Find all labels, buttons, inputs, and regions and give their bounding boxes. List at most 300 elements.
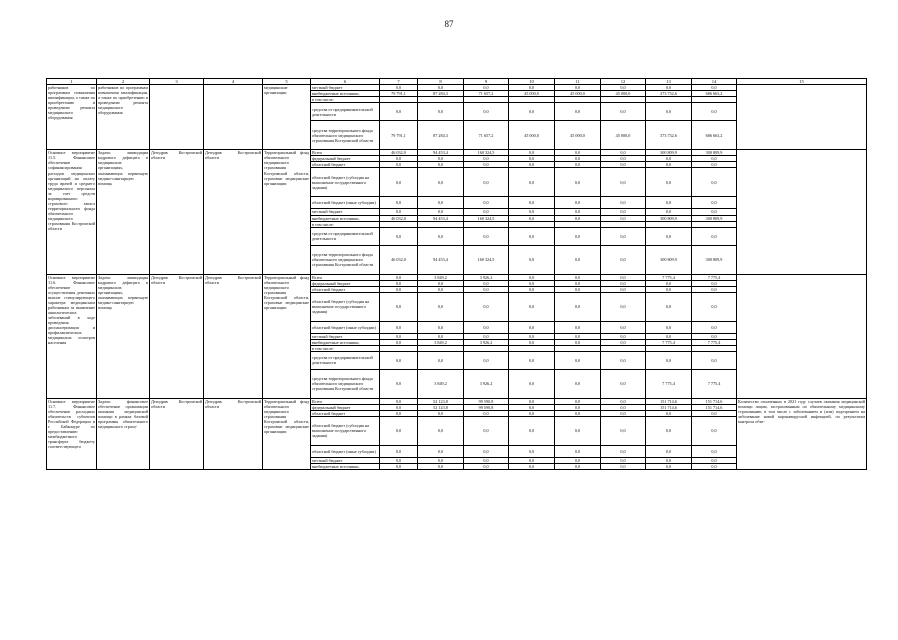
funding-source-cell: в том числе: <box>311 345 380 351</box>
amount-cell: 0,0 <box>692 333 737 339</box>
amount-cell: 0,0 <box>555 404 601 410</box>
funding-source-cell: Всего <box>311 150 380 156</box>
amount-cell: 0,0 <box>380 162 418 168</box>
executor-cell: Депздрав Костромской области <box>150 398 204 469</box>
funding-source-cell: средства от предпринимательской деятельности <box>311 103 380 121</box>
amount-cell: 0,0 <box>555 162 601 168</box>
executor-cell <box>150 85 204 150</box>
executor-cell: Депздрав Костромской области <box>150 150 204 274</box>
task-cell: работников по программам повышения квалификации, а также по приобретению и проведению ремонта медицинского оборудования <box>97 85 150 150</box>
amount-cell: 0,0 <box>646 209 692 215</box>
task-cell: Задача: ликвидация кадрового дефицита в медицинских организациях, оказывающих первичную медико-санитарную помощь <box>97 274 150 398</box>
column-header: 10 <box>509 79 555 85</box>
funding-source-cell: внебюджетные источники, <box>311 215 380 221</box>
task-cell: Задача: ликвидация кадрового дефицита в медицинских организациях, оказывающих первичную медико-санитарную помощь <box>97 150 150 274</box>
funding-source-cell: средства от предпринимательской деятельности <box>311 351 380 369</box>
amount-cell: 0,0 <box>646 162 692 168</box>
amount-cell: 0,0 <box>601 162 646 168</box>
amount-cell: 0,0 <box>601 445 646 457</box>
amount-cell: 0,0 <box>646 286 692 292</box>
funding-source-cell: местный бюджет <box>311 85 380 91</box>
funding-source-cell: федеральный бюджет <box>311 404 380 410</box>
amount-cell: 686 663,2 <box>692 91 737 97</box>
funding-source-cell: Всего <box>311 398 380 404</box>
amount-cell: 0,0 <box>380 103 418 121</box>
amount-cell: 0,0 <box>509 150 555 156</box>
amount-cell: 0,0 <box>418 209 464 215</box>
amount-cell: 0,0 <box>646 156 692 162</box>
amount-cell: 151 714,6 <box>646 404 692 410</box>
amount-cell: 0,0 <box>380 463 418 469</box>
amount-cell: 0,0 <box>418 457 464 463</box>
amount-cell: 7 775,4 <box>646 339 692 345</box>
page-number: 87 <box>444 19 454 29</box>
funding-source-cell: местный бюджет <box>311 457 380 463</box>
coexecutor-cell: Депздрав Костромской области <box>204 274 263 398</box>
amount-cell: 0,0 <box>601 292 646 321</box>
amount-cell: 0,0 <box>646 351 692 369</box>
amount-cell: 0,0 <box>509 445 555 457</box>
amount-cell: 3 849,2 <box>418 339 464 345</box>
amount-cell: 7 775,4 <box>646 369 692 398</box>
amount-cell: 0,0 <box>555 245 601 274</box>
amount-cell: 0,0 <box>601 168 646 197</box>
amount-cell: 0,0 <box>464 227 509 245</box>
amount-cell: 0,0 <box>464 445 509 457</box>
amount-cell: 0,0 <box>509 333 555 339</box>
amount-cell: 0,0 <box>509 369 555 398</box>
amount-cell: 0,0 <box>555 168 601 197</box>
funding-source-cell: областной бюджет (иные субсидии) <box>311 445 380 457</box>
amount-cell: 45 000,0 <box>509 121 555 150</box>
amount-cell: 0,0 <box>601 156 646 162</box>
amount-cell: 0,0 <box>692 410 737 416</box>
amount-cell: 0,0 <box>555 398 601 404</box>
amount-cell: 0,0 <box>555 85 601 91</box>
amount-cell: 0,0 <box>646 103 692 121</box>
amount-cell: 0,0 <box>692 197 737 209</box>
amount-cell: 0,0 <box>464 410 509 416</box>
amount-cell: 99 590,8 <box>464 404 509 410</box>
amount-cell: 0,0 <box>555 274 601 280</box>
amount-cell: 46 032,0 <box>380 150 418 156</box>
amount-cell: 0,0 <box>601 416 646 445</box>
amount-cell: 3 849,2 <box>418 369 464 398</box>
amount-cell: 71 657,2 <box>464 91 509 97</box>
amount-cell: 0,0 <box>509 339 555 345</box>
funding-source-cell: федеральный бюджет <box>311 156 380 162</box>
funding-source-cell: в том числе: <box>311 221 380 227</box>
amount-cell: 0,0 <box>418 197 464 209</box>
amount-cell: 0,0 <box>509 280 555 286</box>
amount-cell: 0,0 <box>555 103 601 121</box>
amount-cell: 0,0 <box>418 321 464 333</box>
amount-cell: 0,0 <box>646 321 692 333</box>
amount-cell: 7 775,4 <box>692 274 737 280</box>
amount-cell: 0,0 <box>601 333 646 339</box>
amount-cell: 0,0 <box>380 292 418 321</box>
amount-cell: 0,0 <box>380 286 418 292</box>
amount-cell: 0,0 <box>692 416 737 445</box>
amount-cell: 0,0 <box>509 410 555 416</box>
amount-cell: 0,0 <box>646 416 692 445</box>
amount-cell: 300 809,9 <box>692 245 737 274</box>
amount-cell: 0,0 <box>380 339 418 345</box>
amount-cell: 0,0 <box>646 463 692 469</box>
amount-cell: 0,0 <box>464 463 509 469</box>
amount-cell: 0,0 <box>601 369 646 398</box>
amount-cell: 0,0 <box>464 85 509 91</box>
amount-cell: 45 000,0 <box>555 121 601 150</box>
amount-cell: 0,0 <box>601 215 646 221</box>
amount-cell: 0,0 <box>418 333 464 339</box>
activity-cell: Основное мероприятие 11.5. Финансовое обеспечение софинансирования расходов медицинских организаций на оплату труда врачей и среднего медицинского персонала за счет средств нормированного страхового запаса территориального фонда обязательного медицинского страхования Костромской области <box>47 150 97 274</box>
amount-cell: 0,0 <box>380 197 418 209</box>
column-header: 7 <box>380 79 418 85</box>
column-header: 1 <box>47 79 97 85</box>
amount-cell: 0,0 <box>646 280 692 286</box>
amount-cell: 0,0 <box>418 286 464 292</box>
amount-cell: 0,0 <box>509 398 555 404</box>
amount-cell: 3 926,2 <box>464 339 509 345</box>
amount-cell: 0,0 <box>601 404 646 410</box>
amount-cell: 0,0 <box>555 197 601 209</box>
funding-source-cell: местный бюджет <box>311 333 380 339</box>
funding-source-cell: средства территориального фонда обязательного медицинского страхования Костромской области <box>311 245 380 274</box>
amount-cell: 0,0 <box>555 457 601 463</box>
amount-cell: 0,0 <box>646 85 692 91</box>
amount-cell: 0,0 <box>418 85 464 91</box>
amount-cell: 0,0 <box>418 416 464 445</box>
amount-cell: 0,0 <box>380 209 418 215</box>
financing-table <box>46 78 867 470</box>
amount-cell: 0,0 <box>646 333 692 339</box>
column-header: 12 <box>601 79 646 85</box>
amount-cell: 0,0 <box>380 85 418 91</box>
amount-cell: 0,0 <box>509 227 555 245</box>
amount-cell: 0,0 <box>418 156 464 162</box>
amount-cell: 0,0 <box>509 168 555 197</box>
amount-cell: 0,0 <box>509 162 555 168</box>
amount-cell: 0,0 <box>601 410 646 416</box>
amount-cell: 0,0 <box>380 280 418 286</box>
column-header: 13 <box>646 79 692 85</box>
executor-cell: Депздрав Костромской области <box>150 274 204 398</box>
amount-cell: 0,0 <box>646 227 692 245</box>
amount-cell: 0,0 <box>464 457 509 463</box>
funding-source-cell: в том числе: <box>311 97 380 103</box>
coexecutor-cell <box>204 85 263 150</box>
amount-cell: 0,0 <box>418 227 464 245</box>
amount-cell: 0,0 <box>380 410 418 416</box>
amount-cell: 99 590,8 <box>464 398 509 404</box>
amount-cell: 0,0 <box>418 410 464 416</box>
amount-cell: 0,0 <box>646 292 692 321</box>
amount-cell: 0,0 <box>646 445 692 457</box>
amount-cell: 0,0 <box>464 333 509 339</box>
amount-cell: 0,0 <box>418 445 464 457</box>
funding-source-cell: областной бюджет (субсидия на выполнение государственного задания) <box>311 168 380 197</box>
amount-cell: 0,0 <box>555 410 601 416</box>
amount-cell: 0,0 <box>464 351 509 369</box>
amount-cell: 0,0 <box>601 209 646 215</box>
column-header: 2 <box>97 79 150 85</box>
amount-cell: 0,0 <box>380 445 418 457</box>
column-header: 14 <box>692 79 737 85</box>
amount-cell: 300 809,9 <box>646 215 692 221</box>
result-note-cell: Количество оплаченных в 2021 году случаев оказания медицинской помощи лицам, застрахованным по обязательному медицинскому страхованию, в том числе с заболеванием и (или) подозрением на заболевание новой коронавирусной инфекцией, по результатам контроля объе- <box>737 398 867 469</box>
recipient-cell: Территориальный фонд обязательного медицинского страхования Костромской области, страховые медицинские организации <box>263 150 311 274</box>
amount-cell: 0,0 <box>601 85 646 91</box>
amount-cell: 0,0 <box>380 416 418 445</box>
amount-cell: 0,0 <box>509 245 555 274</box>
amount-cell: 3 849,2 <box>418 274 464 280</box>
amount-cell: 0,0 <box>692 286 737 292</box>
amount-cell: 0,0 <box>555 339 601 345</box>
amount-cell: 0,0 <box>464 162 509 168</box>
funding-source-cell: областной бюджет (иные субсидии) <box>311 321 380 333</box>
amount-cell: 0,0 <box>509 209 555 215</box>
coexecutor-cell: Депздрав Костромской области <box>204 398 263 469</box>
amount-cell: 87 284,3 <box>418 91 464 97</box>
amount-cell: 151 714,6 <box>692 398 737 404</box>
amount-cell: 0,0 <box>509 85 555 91</box>
coexecutor-cell: Депздрав Костромской области <box>204 150 263 274</box>
amount-cell: 0,0 <box>601 245 646 274</box>
amount-cell: 0,0 <box>509 292 555 321</box>
amount-cell: 7 775,4 <box>692 339 737 345</box>
amount-cell: 0,0 <box>380 168 418 197</box>
funding-source-cell: местный бюджет <box>311 209 380 215</box>
amount-cell: 0,0 <box>555 416 601 445</box>
amount-cell: 0,0 <box>380 351 418 369</box>
amount-cell: 300 809,9 <box>692 215 737 221</box>
amount-cell: 300 809,9 <box>646 245 692 274</box>
funding-source-cell: средства территориального фонда обязательного медицинского страхования Костромской области <box>311 121 380 150</box>
amount-cell: 0,0 <box>509 351 555 369</box>
amount-cell: 0,0 <box>601 227 646 245</box>
amount-cell: 45 000,0 <box>601 91 646 97</box>
column-header: 6 <box>311 79 380 85</box>
amount-cell: 0,0 <box>509 197 555 209</box>
amount-cell: 0,0 <box>692 168 737 197</box>
amount-cell: 0,0 <box>464 197 509 209</box>
amount-cell: 0,0 <box>692 209 737 215</box>
amount-cell: 94 453,4 <box>418 215 464 221</box>
amount-cell: 45 000,0 <box>601 121 646 150</box>
amount-cell: 94 453,4 <box>418 245 464 274</box>
amount-cell: 46 032,0 <box>380 245 418 274</box>
amount-cell: 0,0 <box>601 280 646 286</box>
column-header: 11 <box>555 79 601 85</box>
amount-cell: 0,0 <box>646 457 692 463</box>
amount-cell: 0,0 <box>555 321 601 333</box>
amount-cell: 151 714,6 <box>692 404 737 410</box>
funding-source-cell: средства территориального фонда обязательного медицинского страхования Костромской области <box>311 369 380 398</box>
funding-source-cell: Всего <box>311 274 380 280</box>
amount-cell: 373 732,6 <box>646 121 692 150</box>
amount-cell: 0,0 <box>555 286 601 292</box>
amount-cell: 0,0 <box>380 321 418 333</box>
amount-cell: 0,0 <box>509 103 555 121</box>
amount-cell: 0,0 <box>692 280 737 286</box>
funding-source-cell: областной бюджет (субсидия на выполнение государственного задания) <box>311 416 380 445</box>
amount-cell: 79 791,1 <box>380 91 418 97</box>
amount-cell: 0,0 <box>692 463 737 469</box>
amount-cell: 0,0 <box>555 209 601 215</box>
amount-cell: 0,0 <box>692 457 737 463</box>
amount-cell: 300 809,9 <box>646 150 692 156</box>
amount-cell: 0,0 <box>692 85 737 91</box>
amount-cell: 0,0 <box>418 168 464 197</box>
amount-cell: 0,0 <box>380 156 418 162</box>
amount-cell: 0,0 <box>464 416 509 445</box>
recipient-cell: медицинские организации <box>263 85 311 150</box>
amount-cell: 3 926,2 <box>464 369 509 398</box>
recipient-cell: Территориальный фонд обязательного медицинского страхования Костромской области, страховые медицинские организации <box>263 398 311 469</box>
amount-cell: 0,0 <box>601 463 646 469</box>
amount-cell: 0,0 <box>418 292 464 321</box>
amount-cell: 0,0 <box>464 168 509 197</box>
column-header: 5 <box>263 79 311 85</box>
amount-cell: 0,0 <box>509 457 555 463</box>
amount-cell: 373 732,6 <box>646 91 692 97</box>
funding-source-cell: средства от предпринимательской деятельности <box>311 227 380 245</box>
amount-cell: 0,0 <box>555 463 601 469</box>
amount-cell: 686 663,2 <box>692 121 737 150</box>
amount-cell: 0,0 <box>601 150 646 156</box>
amount-cell: 0,0 <box>464 321 509 333</box>
funding-source-cell: внебюджетные источники, <box>311 463 380 469</box>
amount-cell: 0,0 <box>601 339 646 345</box>
funding-source-cell: областной бюджет (субсидия на выполнение государственного задания) <box>311 292 380 321</box>
amount-cell: 0,0 <box>418 162 464 168</box>
amount-cell: 0,0 <box>692 227 737 245</box>
amount-cell: 0,0 <box>692 321 737 333</box>
amount-cell: 0,0 <box>555 150 601 156</box>
amount-cell: 0,0 <box>418 280 464 286</box>
funding-source-cell: областной бюджет (иные субсидии) <box>311 197 380 209</box>
funding-source-cell: областной бюджет <box>311 162 380 168</box>
activity-cell: Основное мероприятие 11.6. Финансовое обеспечение осуществления денежных выплат стимулирующего характера медицинским работникам за выявление онкологических заболеваний в ходе проведения диспансеризации и профилактических медицинских осмотров населения <box>47 274 97 398</box>
recipient-cell: Территориальный фонд обязательного медицинского страхования Костромской области, страховые медицинские организации <box>263 274 311 398</box>
amount-cell: 0,0 <box>464 103 509 121</box>
amount-cell: 0,0 <box>464 156 509 162</box>
amount-cell: 79 791,1 <box>380 121 418 150</box>
amount-cell: 0,0 <box>692 445 737 457</box>
amount-cell: 0,0 <box>509 156 555 162</box>
amount-cell: 0,0 <box>601 274 646 280</box>
amount-cell: 0,0 <box>555 351 601 369</box>
amount-cell: 0,0 <box>601 321 646 333</box>
funding-source-cell: областной бюджет <box>311 410 380 416</box>
amount-cell: 0,0 <box>509 215 555 221</box>
result-note-cell <box>737 85 867 150</box>
amount-cell: 0,0 <box>692 292 737 321</box>
amount-cell: 0,0 <box>692 156 737 162</box>
amount-cell: 300 809,9 <box>692 150 737 156</box>
amount-cell: 0,0 <box>555 227 601 245</box>
amount-cell: 0,0 <box>601 286 646 292</box>
amount-cell: 0,0 <box>646 197 692 209</box>
activity-cell: работников по программам повышения квалификации, а также по приобретению и проведению ремонта медицинского оборудования <box>47 85 97 150</box>
amount-cell: 0,0 <box>509 416 555 445</box>
amount-cell: 0,0 <box>418 351 464 369</box>
amount-cell: 0,0 <box>555 280 601 286</box>
amount-cell: 0,0 <box>509 404 555 410</box>
amount-cell: 0,0 <box>555 156 601 162</box>
amount-cell: 0,0 <box>646 168 692 197</box>
activity-cell: Основное мероприятие 11.7. Финансовое обеспечение расходных обязательств субъектов Российской Федерации в г. Байконуре по предоставлению межбюджетного трансферта бюджету соответствующего <box>47 398 97 469</box>
amount-cell: 71 657,2 <box>464 121 509 150</box>
amount-cell: 52 123,8 <box>418 398 464 404</box>
amount-cell: 0,0 <box>555 333 601 339</box>
amount-cell: 46 032,0 <box>380 215 418 221</box>
amount-cell: 0,0 <box>692 351 737 369</box>
amount-cell: 0,0 <box>380 274 418 280</box>
amount-cell: 0,0 <box>601 457 646 463</box>
result-note-cell <box>737 274 867 398</box>
task-cell: Задача: финансовое обеспечение организации оказания медицинской помощи в рамках базовой программы обязательного медицинского страхо- <box>97 398 150 469</box>
amount-cell: 0,0 <box>418 103 464 121</box>
column-header: 15 <box>737 79 867 85</box>
amount-cell: 0,0 <box>555 369 601 398</box>
amount-cell: 0,0 <box>692 103 737 121</box>
amount-cell: 0,0 <box>380 457 418 463</box>
amount-cell: 0,0 <box>509 274 555 280</box>
amount-cell: 0,0 <box>555 215 601 221</box>
amount-cell: 45 000,0 <box>555 91 601 97</box>
amount-cell: 0,0 <box>380 333 418 339</box>
amount-cell: 0,0 <box>418 463 464 469</box>
amount-cell: 160 324,5 <box>464 215 509 221</box>
amount-cell: 0,0 <box>464 280 509 286</box>
amount-cell: 52 123,8 <box>418 404 464 410</box>
funding-source-cell: областной бюджет <box>311 286 380 292</box>
funding-source-cell: внебюджетные источники, <box>311 339 380 345</box>
amount-cell: 0,0 <box>509 321 555 333</box>
amount-cell: 94 453,4 <box>418 150 464 156</box>
amount-cell: 0,0 <box>601 197 646 209</box>
column-header: 4 <box>204 79 263 85</box>
amount-cell: 45 000,0 <box>509 91 555 97</box>
column-header: 9 <box>464 79 509 85</box>
amount-cell: 7 775,4 <box>646 274 692 280</box>
funding-source-cell: внебюджетные источники, <box>311 91 380 97</box>
amount-cell: 0,0 <box>380 398 418 404</box>
amount-cell: 0,0 <box>555 292 601 321</box>
amount-cell: 160 324,5 <box>464 150 509 156</box>
column-header: 8 <box>418 79 464 85</box>
amount-cell: 0,0 <box>380 227 418 245</box>
amount-cell: 0,0 <box>464 286 509 292</box>
amount-cell: 0,0 <box>555 445 601 457</box>
amount-cell: 0,0 <box>646 410 692 416</box>
amount-cell: 0,0 <box>509 286 555 292</box>
amount-cell: 151 714,6 <box>646 398 692 404</box>
amount-cell: 160 324,5 <box>464 245 509 274</box>
amount-cell: 0,0 <box>464 292 509 321</box>
amount-cell: 0,0 <box>692 162 737 168</box>
amount-cell: 0,0 <box>464 209 509 215</box>
amount-cell: 0,0 <box>380 369 418 398</box>
amount-cell: 0,0 <box>601 103 646 121</box>
amount-cell: 7 775,4 <box>692 369 737 398</box>
funding-source-cell: федеральный бюджет <box>311 280 380 286</box>
amount-cell: 3 926,2 <box>464 274 509 280</box>
amount-cell: 0,0 <box>601 351 646 369</box>
amount-cell: 0,0 <box>601 398 646 404</box>
